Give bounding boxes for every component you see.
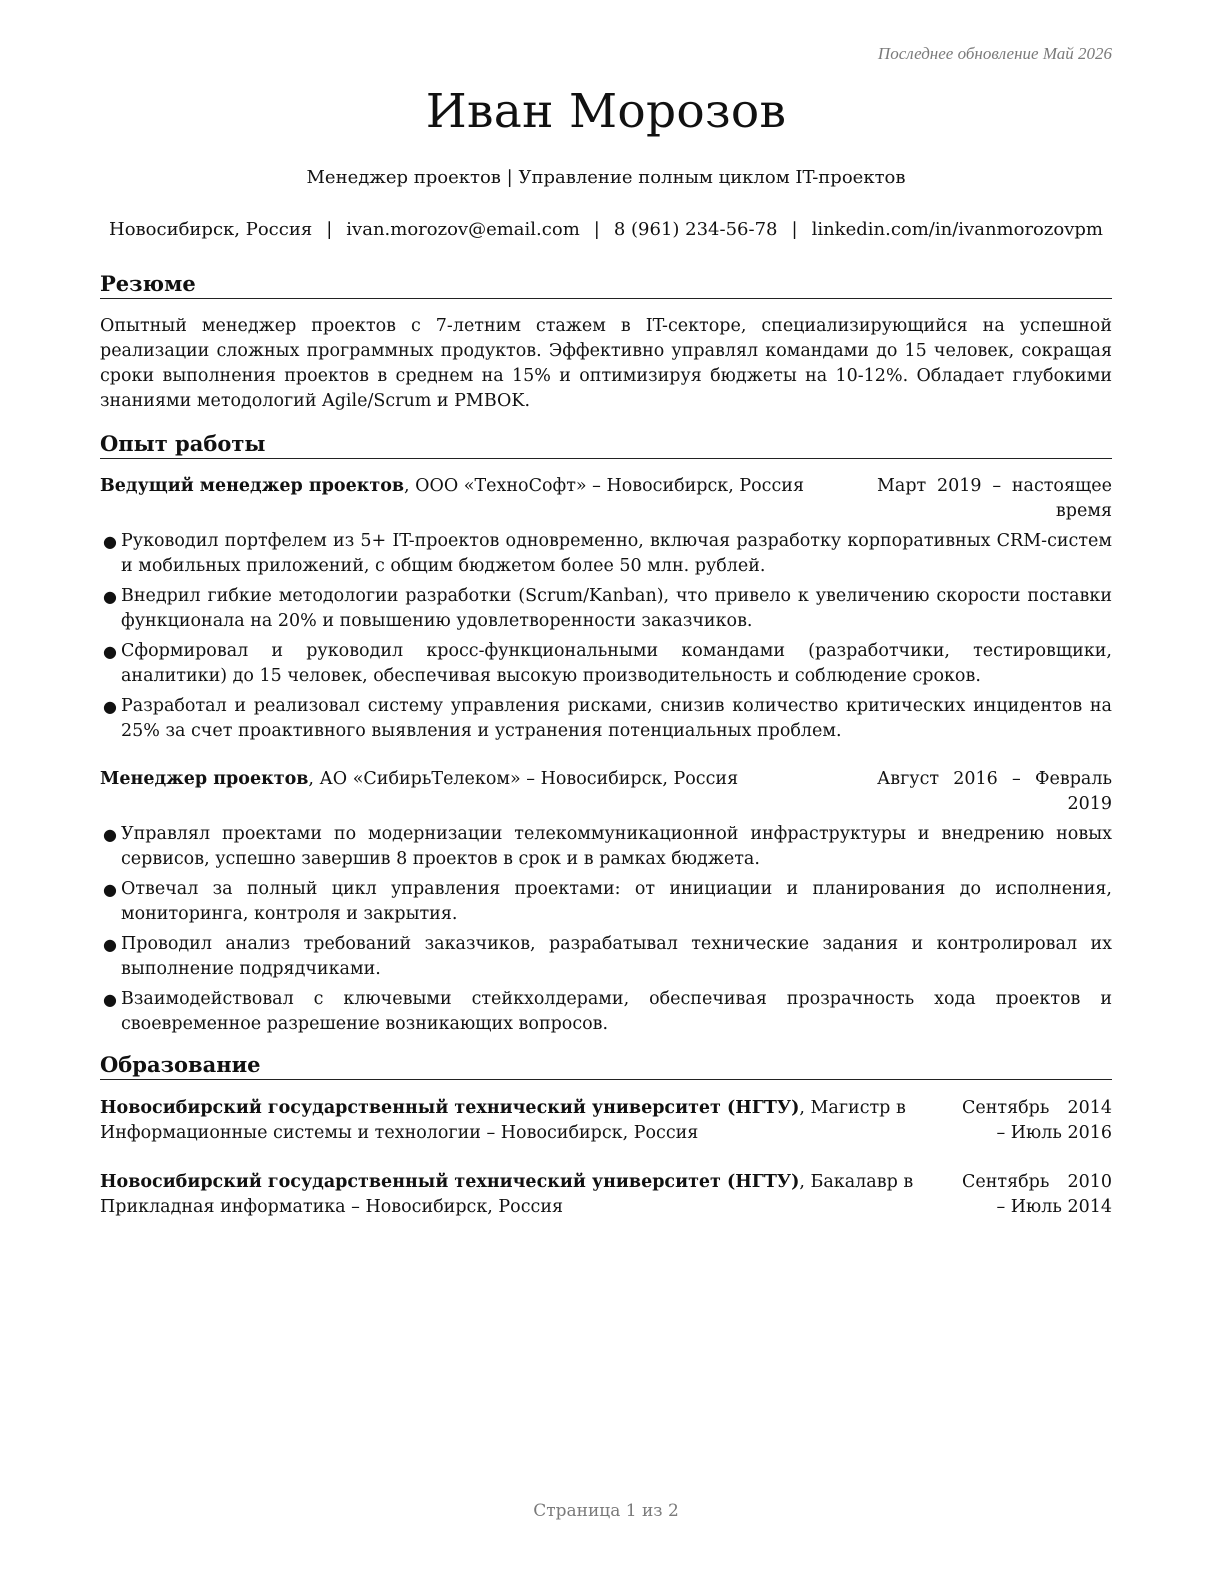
- bullet-icon: ●: [103, 935, 117, 954]
- education-entry: [100, 1096, 1112, 1146]
- list-item: ● Разработал и реализовал систему управления рисками, снизив количество критических инцидентов на 25% за счет проактивного выявления и устранения потенциальных проблем.: [103, 696, 1112, 741]
- contact-phone[interactable]: 8 (961) 234-56-78: [613, 219, 778, 240]
- list-item: ● Сформировал и руководил кросс-функциональными командами (разработчики, тестировщики, аналитики) до 15 человек, обеспечивая высокую производительность и соблюдение сроков.: [103, 641, 1112, 686]
- job-role: Менеджер проектов: [100, 769, 309, 789]
- resume-page: [100, 0, 1112, 1584]
- last-updated: Последнее обновление Май 2026: [877, 44, 1112, 63]
- education-dates: Сентябрь 2014 – Июль 2016: [962, 1098, 1112, 1143]
- job-company: , АО «СибирьТелеком» – Новосибирск, Россия: [308, 769, 739, 789]
- bullet-icon: ●: [103, 532, 117, 551]
- summary-text: Опытный менеджер проектов с 7-летним стажем в IT-секторе, специализирующийся на успешной реализации сложных программных продуктов. Эффективно управлял командами до 15 человек, сокращая сроки выполнения проектов в среднем на 15% и оптимизируя бюджеты на 10-12%. Обладает глубокими знаниями методологий Agile/Scrum и PMBOK.: [100, 316, 1112, 411]
- candidate-subtitle: Менеджер проектов | Управление полным циклом IT-проектов: [306, 167, 906, 188]
- list-item: ● Внедрил гибкие методологии разработки (Scrum/Kanban), что привело к увеличению скорости поставки функционала на 20% и повышению удовлетворенности заказчиков.: [103, 586, 1112, 631]
- job-dates: Март 2019 – настоящее время: [877, 476, 1112, 521]
- job-company: , ООО «ТехноСофт» – Новосибирск, Россия: [404, 476, 804, 496]
- job-header: [100, 767, 1112, 817]
- list-item: ● Взаимодействовал с ключевыми стейкхолдерами, обеспечивая прозрачность хода проектов и своевременное разрешение возникающих вопросов.: [103, 989, 1112, 1034]
- bullet-icon: ●: [103, 880, 117, 899]
- section-title-summary: Резюме: [100, 271, 1112, 299]
- list-item: ● Проводил анализ требований заказчиков, разрабатывал технические задания и контролировал их выполнение подрядчиками.: [103, 934, 1112, 979]
- education-institution: Новосибирский государственный технический университет (НГТУ): [100, 1098, 800, 1118]
- candidate-name: Иван Морозов: [425, 84, 787, 139]
- contact-separator: |: [326, 219, 333, 240]
- list-item: ● Управлял проектами по модернизации телекоммуникационной инфраструктуры и внедрению новых сервисов, успешно завершив 8 проектов в срок и в рамках бюджета.: [103, 824, 1112, 869]
- education-details: , Магистр в Информационные системы и технологии – Новосибирск, Россия: [100, 1098, 906, 1143]
- section-title-experience: Опыт работы: [100, 431, 1112, 459]
- page-number: Страница 1 из 2: [533, 1501, 679, 1521]
- contact-location: Новосибирск, Россия: [109, 219, 313, 240]
- bullet-icon: ●: [103, 990, 117, 1009]
- list-item: ● Отвечал за полный цикл управления проектами: от инициации и планирования до исполнения, мониторинга, контроля и закрытия.: [103, 879, 1112, 924]
- job-bullets: [100, 529, 1112, 749]
- job-role: Ведущий менеджер проектов: [100, 476, 405, 496]
- education-institution: Новосибирский государственный технический университет (НГТУ): [100, 1172, 800, 1192]
- section-title-education: Образование: [100, 1052, 1112, 1080]
- contact-line: [100, 219, 1112, 240]
- contact-separator: |: [791, 219, 798, 240]
- bullet-icon: ●: [103, 697, 117, 716]
- contact-email[interactable]: ivan.morozov@email.com: [346, 219, 580, 240]
- contact-separator: |: [593, 219, 600, 240]
- contact-linkedin[interactable]: linkedin.com/in/ivanmorozovpm: [811, 219, 1103, 240]
- bullet-icon: ●: [103, 587, 117, 606]
- education-dates: Сентябрь 2010 – Июль 2014: [962, 1172, 1112, 1217]
- job-dates: Август 2016 – Февраль 2019: [877, 769, 1112, 814]
- education-entry: [100, 1170, 1112, 1220]
- bullet-icon: ●: [103, 642, 117, 661]
- job-header: [100, 474, 1112, 524]
- education-details: , Бакалавр в Прикладная информатика – Новосибирск, Россия: [100, 1172, 914, 1217]
- job-bullets: [100, 822, 1112, 1042]
- list-item: ● Руководил портфелем из 5+ IT-проектов одновременно, включая разработку корпоративных CRM-систем и мобильных приложений, с общим бюджетом более 50 млн. рублей.: [103, 531, 1112, 576]
- bullet-icon: ●: [103, 825, 117, 844]
